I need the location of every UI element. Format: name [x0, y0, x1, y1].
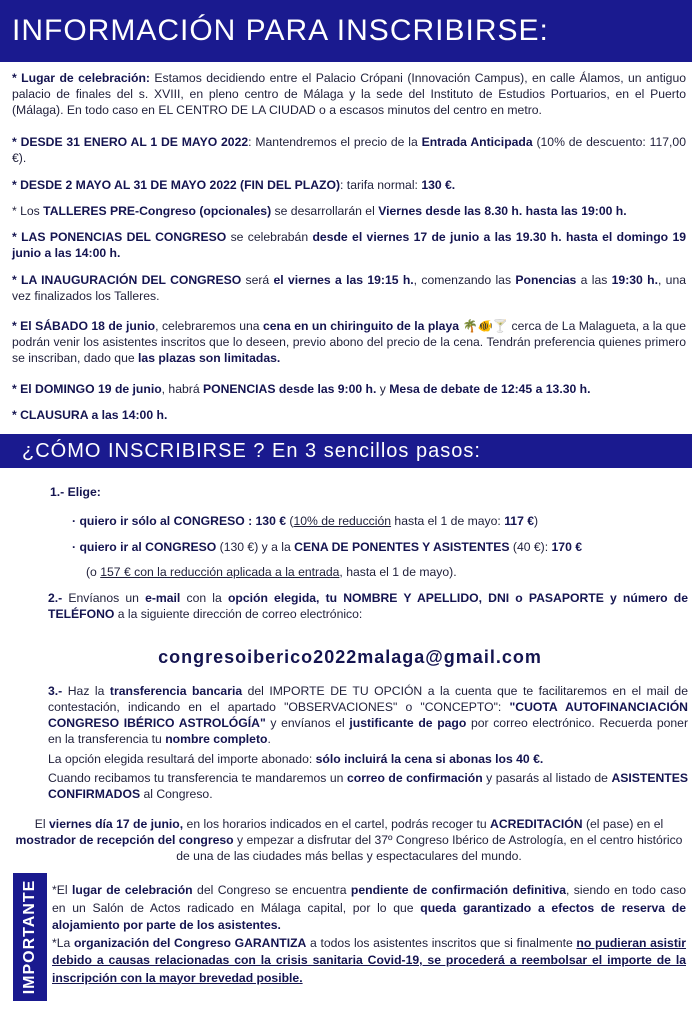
important-text: [52, 882, 686, 987]
sabado-paragraph: * El SÁBADO 18 de junio, celebraremos una cena en un chiringuito de la playa 🌴🐠🍸 cerca de La Malagueta, a la que podrán venir los asistentes inscritos que lo deseen, previo abono del precio de la cena. Tendrán preferencia quienes primero se inscriban, dado que las plazas son limitadas.: [12, 319, 686, 365]
domingo-paragraph: * El DOMINGO 19 de junio, habrá PONENCIAS desde las 9:00 h. y Mesa de debate de 12:45 a 13.30 h.: [12, 382, 591, 396]
important-note-refund: *La organización del Congreso GARANTIZA a todos los asistentes inscritos que si finalmente no pudieran asistir debido a causas relacionadas con la crisis sanitaria Covid-19, se procederá a reembolsar el importe de la inscripción con la mayor brevedad posible.: [52, 935, 687, 985]
option-reduccion-note: (o 157 € con la reducción aplicada a la entrada, hasta el 1 de mayo).: [86, 565, 457, 579]
important-note-venue: *El lugar de celebración del Congreso se encuentra pendiente de confirmación definitiva, siendo en todo caso en un Salón de Actos radicado en Málaga capital, por lo que queda garantizado a efectos de reserva de alojamiento por parte de los asistentes.: [52, 883, 687, 932]
step3-line3: Cuando recibamos tu transferencia te mandaremos un correo de confirmación y pasarás al listado de ASISTENTES CONFIRMADOS al Congreso.: [48, 771, 688, 801]
talleres-paragraph: * Los TALLERES PRE-Congreso (opcionales) se desarrollarán el Viernes desde las 8.30 h. hasta las 19:00 h.: [12, 204, 627, 218]
ponencias-paragraph: * LAS PONENCIAS DEL CONGRESO se celebrabán desde el viernes 17 de junio a las 19.30 h. hasta el domingo 19 junio a las 14:00 h.: [12, 230, 687, 260]
lugar-paragraph: * Lugar de celebración: Estamos decidiendo entre el Palacio Crópani (Innovación Campus), en calle Álamos, un antiguo palacio de finales del s. XVIII, en pleno centro de Málaga y la sede del Instituto de Estudios Portuarios, en el Puerto (Málaga). En todo caso en EL CENTRO DE LA CIUDAD o a escasos minutos del centro en metro.: [12, 71, 687, 117]
section-title: ¿CÓMO INSCRIBIRSE ? En 3 sencillos pasos:: [0, 434, 692, 468]
option-congreso: · quiero ir sólo al CONGRESO : 130 € (10% de reducción hasta el 1 de mayo: 117 €): [72, 514, 539, 528]
step3-paragraph: 3.- Haz la transferencia bancaria del IMPORTE DE TU OPCIÓN a la cuenta que te facilitaremos en el mail de contestación, indicando en el apartado "OBSERVACIONES" o "CONCEPTO": "CUOTA AUTOFINANCIACIÓN CONGRESO IBÉRICO ASTROLÓGÍA" y envíanos el justificante de pago por correo electrónico. Recuerda poner en la transferencia tu nombre completo.: [48, 684, 689, 746]
acreditacion-paragraph: El viernes día 17 de junio, en los horarios indicados en el cartel, podrás recoger tu ACREDITACIÓN (el pase) en el mostrador de recepción del congreso y empezar a disfrutar del 37º Congreso Ibérico de Astrología, en el centro histórico de una de las ciudades más bellas y espectaculares del mundo.: [15, 817, 683, 863]
page-title: INFORMACIÓN PARA INSCRIBIRSE:: [0, 0, 692, 62]
step3-line2: La opción elegida resultará del importe abonado: sólo incluirá la cena si abonas los 40 €.: [48, 752, 544, 766]
step2-paragraph: 2.- Envíanos un e-mail con la opción elegida, tu NOMBRE Y APELLIDO, DNI o PASAPORTE y número de TELÉFONO a la siguiente dirección de correo electrónico:: [48, 591, 689, 621]
contact-email[interactable]: congresoiberico2022malaga@gmail.com: [158, 647, 542, 667]
beach-icons: 🌴🐠🍸: [459, 319, 509, 333]
anticipada-paragraph: * DESDE 31 ENERO AL 1 DE MAYO 2022: Mantendremos el precio de la Entrada Anticipada (10% de descuento: 117,00 €).: [12, 135, 686, 165]
inauguracion-paragraph: * LA INAUGURACIÓN DEL CONGRESO será el viernes a las 19:15 h., comenzando las Ponencias a las 19:30 h., una vez finalizados los Talleres.: [12, 273, 687, 303]
clausura-paragraph: * CLAUSURA a las 14:00 h.: [12, 408, 168, 422]
normal-paragraph: * DESDE 2 MAYO AL 31 DE MAYO 2022 (FIN DEL PLAZO): tarifa normal: 130 €.: [12, 178, 456, 192]
option-congreso-cena: · quiero ir al CONGRESO (130 €) y a la CENA DE PONENTES Y ASISTENTES (40 €): 170 €: [72, 540, 583, 554]
important-tab: IMPORTANTE: [13, 873, 47, 1001]
step1-label: 1.- Elige:: [50, 485, 101, 499]
